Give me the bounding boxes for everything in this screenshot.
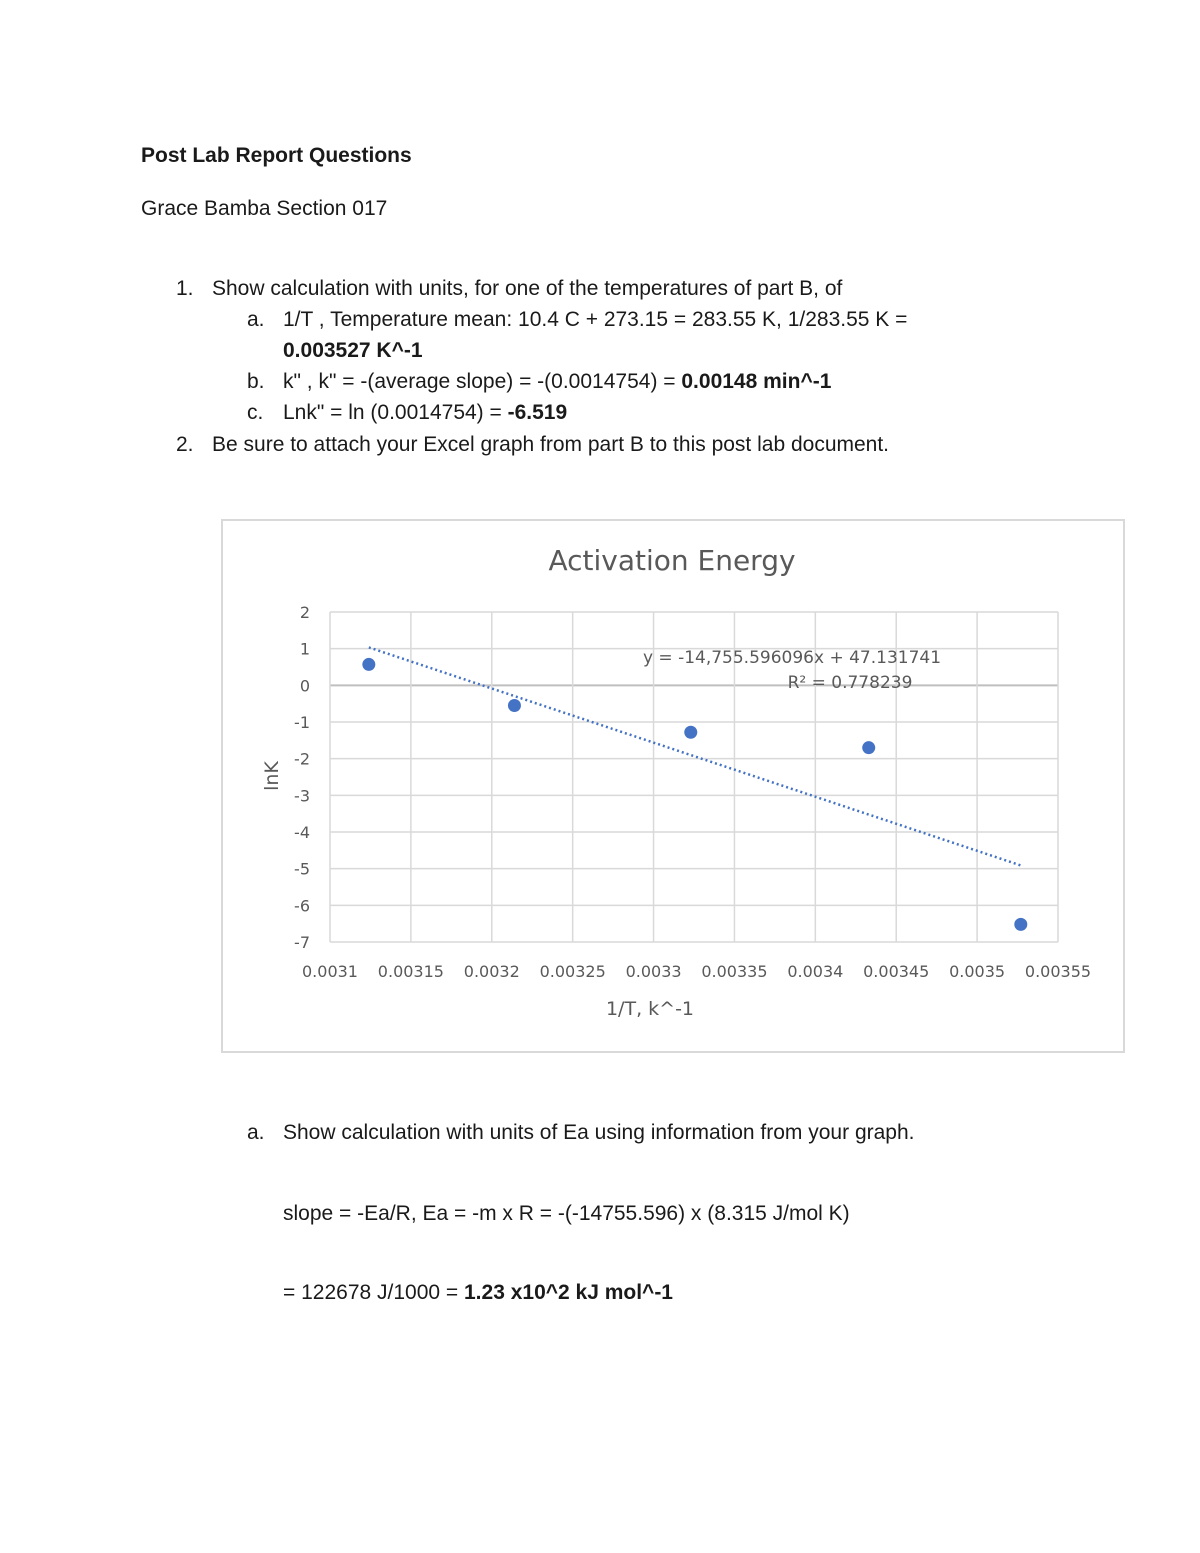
trendline-equation: y = -14,755.596096x + 47.131741: [642, 648, 942, 668]
x-tick-label: 0.00315: [377, 962, 444, 981]
q1c-marker: c.: [247, 401, 264, 424]
y-tick-label: -2: [294, 749, 310, 769]
q1b-text: k" , k" = -(average slope) = -(0.0014754) =: [283, 370, 682, 393]
q2a-calc-line2-prefix: = 122678 J/1000 =: [283, 1281, 464, 1304]
q1b-line: [283, 369, 831, 395]
x-tick-label: 0.0032: [463, 962, 520, 981]
q1c-line: [283, 400, 567, 426]
data-point: [508, 699, 521, 712]
q2a-calc-line2: [283, 1280, 673, 1306]
y-tick-label: 2: [299, 603, 310, 622]
x-tick-label: 0.00355: [1024, 962, 1092, 981]
y-tick-label: -5: [294, 859, 310, 879]
q1a-marker: a.: [247, 308, 265, 331]
y-tick-label: -4: [294, 823, 310, 842]
q2a-marker: a.: [247, 1121, 265, 1144]
y-tick-label: -6: [294, 896, 310, 916]
q2a-text: Show calculation with units of Ea using information from your graph.: [283, 1121, 915, 1144]
y-tick-label: 0: [299, 676, 310, 696]
x-tick-label: 0.0033: [625, 962, 682, 981]
y-tick-label: -1: [294, 713, 310, 732]
q1a-answer: 0.003527 K^-1: [283, 339, 423, 362]
data-point: [862, 741, 875, 754]
data-point: [684, 726, 697, 739]
y-tick-label: -3: [294, 786, 310, 806]
chart-y-axis-label: lnK: [261, 761, 283, 791]
activation-energy-chart: [210, 512, 1135, 1062]
chart-x-axis-label: 1/T, k^-1: [605, 998, 695, 1020]
x-tick-label: 0.0031: [302, 962, 358, 981]
q1-number: 1.: [176, 277, 194, 300]
trendline-r-squared: R² = 0.778239: [787, 673, 913, 693]
y-tick-label: 1: [299, 639, 310, 659]
q1c-answer: -6.519: [507, 401, 568, 424]
chart-title: Activation Energy: [548, 544, 796, 577]
q1-text: Show calculation with units, for one of the temperatures of part B, of: [212, 277, 843, 300]
author-line: Grace Bamba Section 017: [141, 197, 388, 220]
data-point: [1014, 918, 1027, 931]
x-tick-label: 0.00345: [863, 962, 930, 981]
q1a-text: 1/T , Temperature mean: 10.4 C + 273.15 = 283.55 K, 1/283.55 K =: [283, 308, 908, 331]
data-point: [362, 658, 375, 671]
q1c-text: Lnk" = ln (0.0014754) =: [283, 401, 508, 424]
x-tick-label: 0.00325: [539, 962, 606, 981]
x-tick-label: 0.0035: [949, 962, 1006, 981]
q2-number: 2.: [176, 433, 194, 456]
q1b-answer: 0.00148 min^-1: [681, 370, 832, 393]
x-tick-label: 0.00335: [701, 962, 768, 981]
q1b-marker: b.: [247, 370, 265, 393]
q2a-calc-line1: slope = -Ea/R, Ea = -m x R = -(-14755.596) x (8.315 J/mol K): [283, 1202, 850, 1225]
page-title: Post Lab Report Questions: [141, 144, 412, 167]
q2-text: Be sure to attach your Excel graph from part B to this post lab document.: [212, 433, 890, 456]
chart-svg: [210, 512, 1135, 1062]
y-tick-label: -7: [294, 933, 310, 952]
q2a-answer: 1.23 x10^2 kJ mol^-1: [464, 1281, 673, 1304]
x-tick-label: 0.0034: [787, 962, 844, 981]
